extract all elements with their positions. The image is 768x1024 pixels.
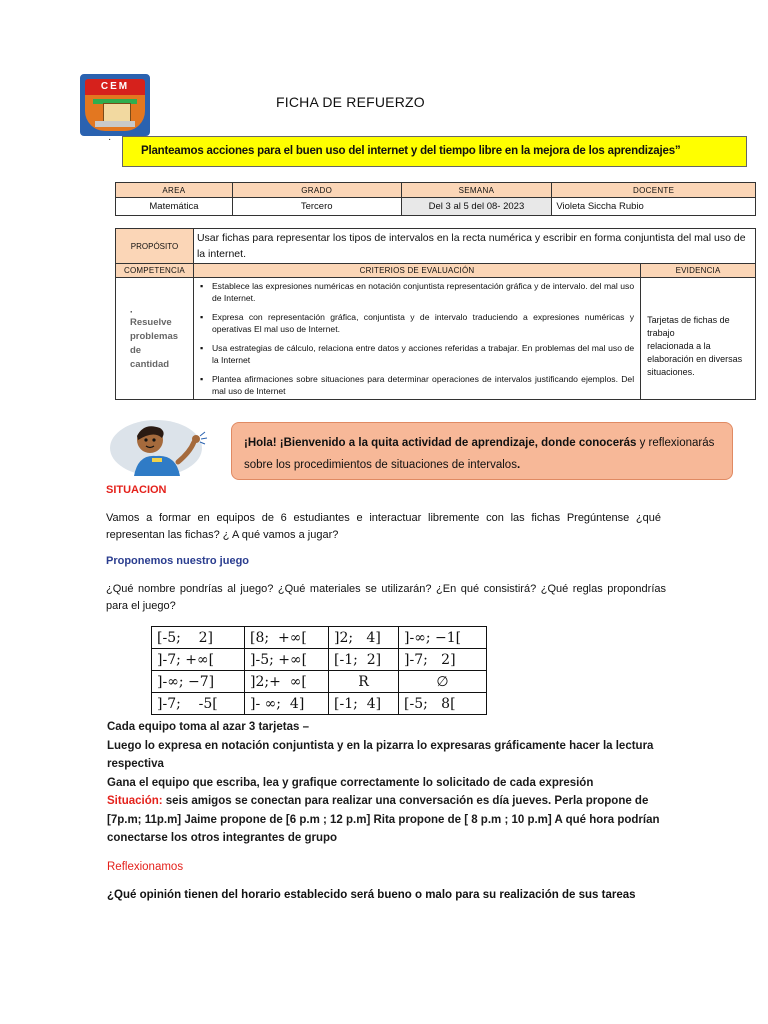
evidencia-label: EVIDENCIA [641, 264, 756, 278]
proposito-text: Usar fichas para representar los tipos de intervalos en la recta numérica y escribir en forma conjuntista del mal uso de la internet. [193, 229, 755, 264]
header-semana: SEMANA [401, 183, 552, 198]
proposito-label: PROPÓSITO [116, 229, 194, 264]
situacion2-text: seis amigos se conectan para realizar una conversación es día jueves. Perla propone de [7p.m; 11p.m] Jaime propone de [6 p.m ; 12 p.m] Rita propone de [ 8 p.m ; 10 p.m] A qué hora podrían conectarse los otros integrantes de grupo [107, 795, 660, 844]
evidencia-cell: Tarjetas de fichas de trabajo relacionada a la elaboración en diversas situaciones. [641, 278, 756, 400]
header-docente: DOCENTE [552, 183, 756, 198]
rule-line: Gana el equipo que escriba, lea y grafique correctamente lo solicitado de cada expresión [107, 776, 594, 789]
card: ]2; 4] [329, 627, 399, 649]
card: R [329, 671, 399, 693]
value-area: Matemática [116, 198, 233, 216]
criterios-label: CRITERIOS DE EVALUACIÓN [193, 264, 640, 278]
situacion2-label: Situación: [107, 795, 163, 807]
card: ]-7; -5[ [152, 693, 245, 715]
value-docente: Violeta Siccha Rubio [552, 198, 756, 216]
criterio-item: ▪ Establece las expresiones numéricas en notación conjuntista representación gráfica y de intervalo. del mal uso de Internet. [198, 280, 634, 304]
card: [8; +∞[ [245, 627, 329, 649]
competencia-cell: · Resuelve problemas de cantidad [116, 278, 194, 400]
cards-table [151, 626, 487, 715]
cards-row [152, 649, 487, 671]
situacion-text: Vamos a formar en equipos de 6 estudiantes e interactuar libremente con las fichas Pregúntense ¿qué representan las fichas? ¿ A qué vamos a jugar? [106, 512, 661, 541]
competencia-line: cantidad [130, 359, 170, 370]
welcome-rest: y reflexionarás [636, 437, 715, 449]
competencia-label: COMPETENCIA [116, 264, 194, 278]
game-rules [107, 718, 667, 848]
situacion2-paragraph [107, 792, 667, 848]
header-area: AREA [116, 183, 233, 198]
criteria-table [115, 228, 756, 400]
card: [-5; 8[ [399, 693, 487, 715]
reflex-text: ¿Qué opinión tienen del horario establecido será bueno o malo para su realización de sus tareas [107, 889, 636, 901]
card: ]- ∞; 4] [245, 693, 329, 715]
cards-row [152, 693, 487, 715]
school-logo [80, 74, 150, 136]
value-grado: Tercero [232, 198, 401, 216]
rule-line: Luego lo expresa en notación conjuntista y en la pizarra lo expresaras gráficamente hacer la lectura respectiva [107, 739, 654, 770]
welcome-bold: ¡Hola! ¡Bienvenido a la quita actividad de aprendizaje, donde conocerás [244, 437, 637, 449]
card: ]2;+ ∞[ [245, 671, 329, 693]
card: ]-∞; −7] [152, 671, 245, 693]
banner-title: Planteamos acciones para el buen uso del internet y del tiempo libre en la mejora de los aprendizajes” [122, 136, 747, 167]
welcome-box: ¡Hola! ¡Bienvenido a la quita actividad de aprendizaje, donde conocerás y reflexionarás sobre los procedimientos de situaciones de intervalos. [231, 422, 733, 480]
criterio-item: ▪ Expresa con representación gráfica, conjuntista y de intervalo traduciendo a expresiones numéricas y operativas El mal uso de Internet. [198, 311, 634, 335]
card: [-1; 4] [329, 693, 399, 715]
cards-row [152, 627, 487, 649]
page-title: FICHA DE REFUERZO [276, 94, 425, 110]
juego-text: ¿Qué nombre pondrías al juego? ¿Qué materiales se utilizarán? ¿En qué consistirá? ¿Qué reglas propondrías para el juego? [106, 583, 666, 612]
situacion-heading: SITUACION [106, 484, 167, 496]
cards-row [152, 671, 487, 693]
card: ]-7; 2] [399, 649, 487, 671]
card: [-5; 2] [152, 627, 245, 649]
student-illustration [104, 418, 216, 478]
logo-shield [85, 95, 145, 131]
competencia-line: Resuelve [130, 317, 172, 328]
juego-heading: Proponemos nuestro juego [106, 555, 250, 567]
value-semana: Del 3 al 5 del 08- 2023 [401, 198, 552, 216]
criterios-cell [193, 278, 640, 400]
rule-line: Cada equipo toma al azar 3 tarjetas – [107, 721, 309, 733]
competencia-line: problemas [130, 331, 179, 342]
criterio-item: ▪ Plantea afirmaciones sobre situaciones para determinar operaciones de intervalos justificando ejemplos. Del mal uso de Internet [198, 373, 634, 397]
logo-text: CEM [85, 79, 145, 95]
card: [-1; 2] [329, 649, 399, 671]
bullet-dot: · [108, 134, 112, 145]
info-table [115, 182, 756, 216]
card: ]-∞; −1[ [399, 627, 487, 649]
card: ]-7; +∞[ [152, 649, 245, 671]
reflex-heading: Reflexionamos [107, 861, 184, 873]
competencia-line: de [130, 345, 142, 356]
welcome-line2: sobre los procedimientos de situaciones de intervalos [244, 459, 517, 471]
card: ]-5; +∞[ [245, 649, 329, 671]
criterio-item: ▪ Usa estrategias de cálculo, relaciona entre datos y acciones referidas a trabajar. En problemas del mal uso de la Internet [198, 342, 634, 366]
card: ∅ [399, 671, 487, 693]
header-grado: GRADO [232, 183, 401, 198]
